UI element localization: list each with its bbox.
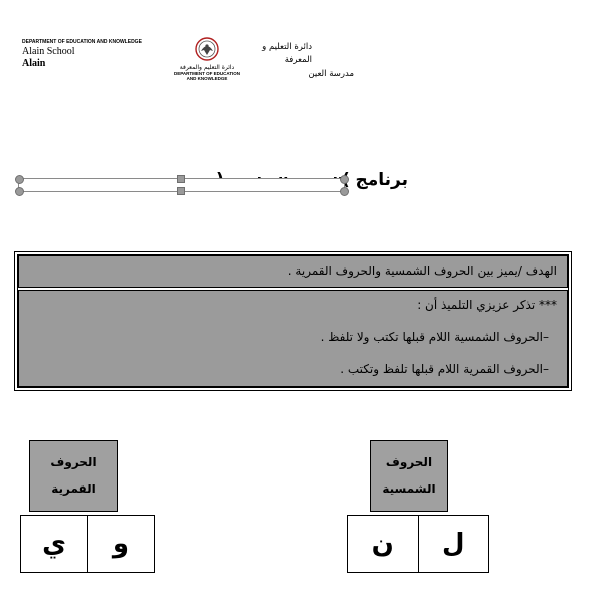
moon-letters-row: [20, 515, 155, 573]
goal-body-cell: [18, 290, 568, 387]
rule-sun-letters: –الحروف الشمسية اللام قبلها تكتب ولا تلفظ .: [320, 330, 549, 344]
department-logo: [168, 36, 246, 81]
moon-letter-cell: ي: [42, 529, 66, 559]
resize-handle-bottom-right[interactable]: [340, 187, 349, 196]
sun-letters-row: [347, 515, 489, 573]
goal-box: [14, 251, 572, 391]
moon-letters-label: الحروف القمرية: [29, 440, 118, 512]
sun-letter-cell: ل: [418, 516, 489, 572]
goal-intro: *** تذكر عزيزي التلميذ أن :: [417, 298, 557, 312]
resize-handle-bottom-middle[interactable]: [177, 187, 185, 195]
city-name-en: Alain: [22, 58, 46, 69]
department-name-ar-line2: المعرفة: [284, 55, 312, 65]
resize-handle-bottom-left[interactable]: [15, 187, 24, 196]
header-english: [22, 39, 142, 70]
program-title-row: [18, 170, 408, 200]
department-name-en: DEPARTMENT OF EDUCATION AND KNOWLEDGE: [22, 39, 142, 45]
logo-text-en-line1: DEPARTMENT OF EDUCATION: [173, 71, 241, 76]
program-title: برنامج: [355, 170, 408, 190]
goal-heading: الهدف /يميز بين الحروف الشمسية والحروف القمرية .: [287, 264, 557, 278]
moon-letter-cell: و: [87, 516, 154, 572]
goal-heading-cell: [18, 255, 568, 288]
school-name-ar: مدرسة العين: [308, 69, 354, 79]
logo-text-en-line2: AND KNOWLEDGE: [186, 76, 228, 81]
text-cursor-icon: ·: [84, 176, 86, 181]
resize-handle-top-left[interactable]: [15, 175, 24, 184]
sun-letters-label: الحروف الشمسية: [370, 440, 448, 512]
logo-text-ar: دائرة التعليم والمعرفة: [179, 64, 235, 71]
rule-moon-letters: –الحروف القمرية اللام قبلها تلفظ وتكتب .: [340, 362, 549, 376]
school-name-en: Alain School: [22, 46, 75, 57]
resize-handle-top-right[interactable]: [340, 175, 349, 184]
department-name-ar-line1: دائرة التعليم و: [262, 42, 312, 52]
resize-handle-top-middle[interactable]: [177, 175, 185, 183]
sun-letter-cell: ن: [371, 529, 394, 559]
header-arabic: [242, 41, 312, 67]
falcon-emblem-icon: [194, 36, 220, 64]
